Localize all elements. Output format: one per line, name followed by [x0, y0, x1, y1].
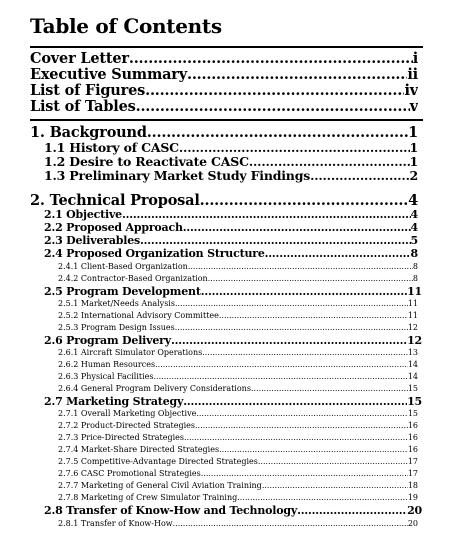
- toc-entry-label: 2.5 Program Development: [44, 285, 201, 298]
- dot-leader: [187, 66, 407, 83]
- toc-entry-page: 4: [408, 192, 418, 209]
- dot-leader: [183, 221, 411, 234]
- toc-entry-page: 11: [407, 299, 418, 308]
- dot-leader: [195, 421, 408, 430]
- toc-entry-2-4[interactable]: [44, 247, 418, 260]
- toc-entry-2-7-8[interactable]: [58, 493, 418, 502]
- toc-entry-label: Executive Summary: [30, 66, 187, 83]
- dot-leader: [249, 154, 410, 169]
- dot-leader: [184, 433, 408, 442]
- toc-entry-label: 2.7.3 Price-Directed Strategies: [58, 433, 184, 442]
- toc-entry-page: 15: [407, 409, 418, 418]
- toc-entry-page: 14: [407, 372, 418, 381]
- page-title: Table of Contents: [30, 14, 222, 38]
- toc-entry-2-7-7[interactable]: [58, 481, 418, 490]
- dot-leader: [175, 299, 408, 308]
- dot-leader: [265, 247, 411, 260]
- toc-entry-page: 5: [410, 234, 418, 247]
- dot-leader: [251, 384, 408, 393]
- toc-entry-page: 18: [407, 481, 418, 490]
- dot-leader: [147, 124, 408, 141]
- toc-entry-label: List of Tables: [30, 98, 136, 115]
- toc-entry-page: 20: [407, 504, 422, 517]
- toc-entry-label: 2.7 Marketing Strategy: [44, 395, 184, 408]
- toc-entry-2-5-1[interactable]: [58, 299, 418, 308]
- dot-leader: [179, 140, 410, 155]
- dot-leader: [202, 348, 408, 357]
- toc-entry-page: iv: [404, 82, 418, 99]
- toc-entry-label: List of Figures: [30, 82, 146, 99]
- toc-entry-2-2[interactable]: [44, 221, 418, 234]
- toc-entry-2-8-1[interactable]: [58, 519, 418, 528]
- toc-entry-label: 2.7.4 Market-Share Directed Strategies: [58, 445, 220, 454]
- toc-entry-2-8[interactable]: [44, 504, 422, 517]
- dot-leader: [122, 208, 411, 221]
- toc-entry-label: 2.7.5 Competitive-Advantage Directed Strategies: [58, 457, 258, 466]
- dot-leader: [145, 82, 404, 99]
- dot-leader: [154, 372, 408, 381]
- toc-entry-1-2[interactable]: [44, 154, 418, 169]
- dot-leader: [171, 334, 407, 347]
- toc-entry-page: 14: [407, 360, 418, 369]
- title-underline: [30, 46, 423, 48]
- toc-entry-page: 11: [407, 285, 422, 298]
- toc-entry-2-6-2[interactable]: [58, 360, 418, 369]
- toc-entry-label: 2.5.3 Program Design Issues: [58, 323, 175, 332]
- toc-entry-label: 2.6.4 General Program Delivery Considerations: [58, 384, 251, 393]
- toc-entry-2-5-2[interactable]: [58, 311, 418, 320]
- toc-entry-cover-letter[interactable]: [30, 50, 418, 67]
- toc-entry-2-7-5[interactable]: [58, 457, 418, 466]
- toc-entry-2-7-2[interactable]: [58, 421, 418, 430]
- toc-entry-page: 15: [407, 395, 422, 408]
- toc-entry-2-1[interactable]: [44, 208, 418, 221]
- dot-leader: [140, 234, 410, 247]
- toc-entry-page: 12: [407, 334, 422, 347]
- toc-entry-label: 1.3 Preliminary Market Study Findings: [44, 168, 311, 183]
- toc-entry-label: 2.6.3 Physical Facilities: [58, 372, 154, 381]
- dot-leader: [201, 469, 408, 478]
- toc-entry-page: 19: [407, 493, 418, 502]
- toc-entry-2-5[interactable]: [44, 285, 422, 298]
- dot-leader: [136, 98, 410, 115]
- toc-entry-page: 8: [412, 262, 418, 271]
- toc-entry-2-7[interactable]: [44, 395, 422, 408]
- toc-entry-page: 17: [407, 469, 418, 478]
- toc-entry-page: i: [412, 50, 418, 67]
- toc-entry-label: 2.8 Transfer of Know-How and Technology: [44, 504, 298, 517]
- toc-entry-2-7-4[interactable]: [58, 445, 418, 454]
- toc-entry-label: 2.7.2 Product-Directed Strategies: [58, 421, 195, 430]
- toc-entry-page: ii: [407, 66, 418, 83]
- toc-entry-executive-summary[interactable]: [30, 66, 418, 83]
- dot-leader: [219, 311, 408, 320]
- toc-entry-label: 2.3 Deliverables: [44, 234, 141, 247]
- toc-entry-2-7-1[interactable]: [58, 409, 418, 418]
- toc-entry-page: 17: [407, 457, 418, 466]
- toc-entry-label: 2. Technical Proposal: [30, 192, 200, 209]
- toc-entry-section-2[interactable]: [30, 192, 418, 209]
- toc-entry-label: 2.4.1 Client-Based Organization: [58, 262, 188, 271]
- toc-entry-label: 1.1 History of CASC: [44, 140, 179, 155]
- dot-leader: [188, 262, 413, 271]
- toc-entry-label: 2.1 Objective: [44, 208, 122, 221]
- toc-entry-label: 2.5.2 International Advisory Committee: [58, 311, 219, 320]
- toc-entry-label: 2.6 Program Delivery: [44, 334, 171, 347]
- dot-leader: [210, 274, 413, 283]
- toc-entry-page: 20: [407, 519, 418, 528]
- toc-entry-label: 2.4.2 Contractor-Based Organization.: [58, 274, 211, 283]
- dot-leader: [155, 360, 408, 369]
- dot-leader: [297, 504, 407, 517]
- dot-leader: [219, 445, 408, 454]
- toc-entry-label: 1. Background: [30, 124, 147, 141]
- toc-entry-label: 1.2 Desire to Reactivate CASC: [44, 154, 249, 169]
- toc-entry-label: 2.7.7 Marketing of General Civil Aviation Training: [58, 481, 262, 490]
- toc-entry-label: 2.6.1 Aircraft Simulator Operations: [58, 348, 203, 357]
- toc-entry-section-1[interactable]: [30, 124, 418, 141]
- toc-entry-list-of-tables[interactable]: [30, 98, 418, 115]
- toc-entry-label: 2.6.2 Human Resources: [58, 360, 156, 369]
- toc-entry-page: 16: [407, 421, 418, 430]
- toc-entry-1-1[interactable]: [44, 140, 418, 155]
- toc-entry-page: 13: [407, 348, 418, 357]
- toc-entry-label: 2.7.1 Overall Marketing Objective: [58, 409, 197, 418]
- toc-entry-page: 16: [407, 445, 418, 454]
- toc-entry-2-6-4[interactable]: [58, 384, 418, 393]
- toc-entry-2-6-1[interactable]: [58, 348, 418, 357]
- toc-entry-label: Cover Letter: [30, 50, 129, 67]
- toc-entry-page: 1: [408, 124, 418, 141]
- toc-entry-2-4-2[interactable]: [58, 274, 418, 283]
- toc-entry-label: 2.5.1 Market/Needs Analysis: [58, 299, 175, 308]
- toc-entry-page: 8: [410, 247, 418, 260]
- toc-entry-page: 1: [409, 140, 418, 155]
- dot-leader: [175, 323, 408, 332]
- toc-entry-label: 2.8.1 Transfer of Know-How: [58, 519, 173, 528]
- dot-leader: [310, 168, 409, 183]
- dot-leader: [237, 493, 408, 502]
- toc-entry-2-3[interactable]: [44, 234, 418, 247]
- toc-entry-page: 4: [410, 208, 418, 221]
- toc-entry-page: 8: [412, 274, 418, 283]
- dot-leader: [129, 50, 413, 67]
- toc-entry-2-6-3[interactable]: [58, 372, 418, 381]
- toc-entry-2-5-3[interactable]: [58, 323, 418, 332]
- toc-entry-label: 2.7.6 CASC Promotional Strategies: [58, 469, 201, 478]
- toc-entry-page: v: [409, 98, 418, 115]
- toc-entry-label: 2.4 Proposed Organization Structure: [44, 247, 265, 260]
- dot-leader: [201, 285, 407, 298]
- toc-entry-page: 11: [407, 311, 418, 320]
- toc-entry-page: 12: [407, 323, 418, 332]
- dot-leader: [173, 519, 408, 528]
- toc-entry-page: 1: [409, 154, 418, 169]
- dot-leader: [262, 481, 408, 490]
- toc-entry-list-of-figures[interactable]: [30, 82, 418, 99]
- toc-entry-label: 2.7.8 Marketing of Crew Simulator Training: [58, 493, 238, 502]
- toc-entry-page: 15: [407, 384, 418, 393]
- toc-entry-page: 4: [410, 221, 418, 234]
- toc-entry-2-6[interactable]: [44, 334, 422, 347]
- toc-entry-label: 2.2 Proposed Approach: [44, 221, 183, 234]
- toc-entry-2-7-6[interactable]: [58, 469, 418, 478]
- section-divider: [30, 119, 423, 121]
- dot-leader: [200, 192, 408, 209]
- toc-entry-2-4-1[interactable]: [58, 262, 418, 271]
- toc-entry-page: 16: [407, 433, 418, 442]
- toc-entry-page: 2: [409, 168, 418, 183]
- toc-entry-2-7-3[interactable]: [58, 433, 418, 442]
- toc-entry-1-3[interactable]: [44, 168, 418, 183]
- dot-leader: [183, 395, 407, 408]
- dot-leader: [258, 457, 408, 466]
- dot-leader: [196, 409, 407, 418]
